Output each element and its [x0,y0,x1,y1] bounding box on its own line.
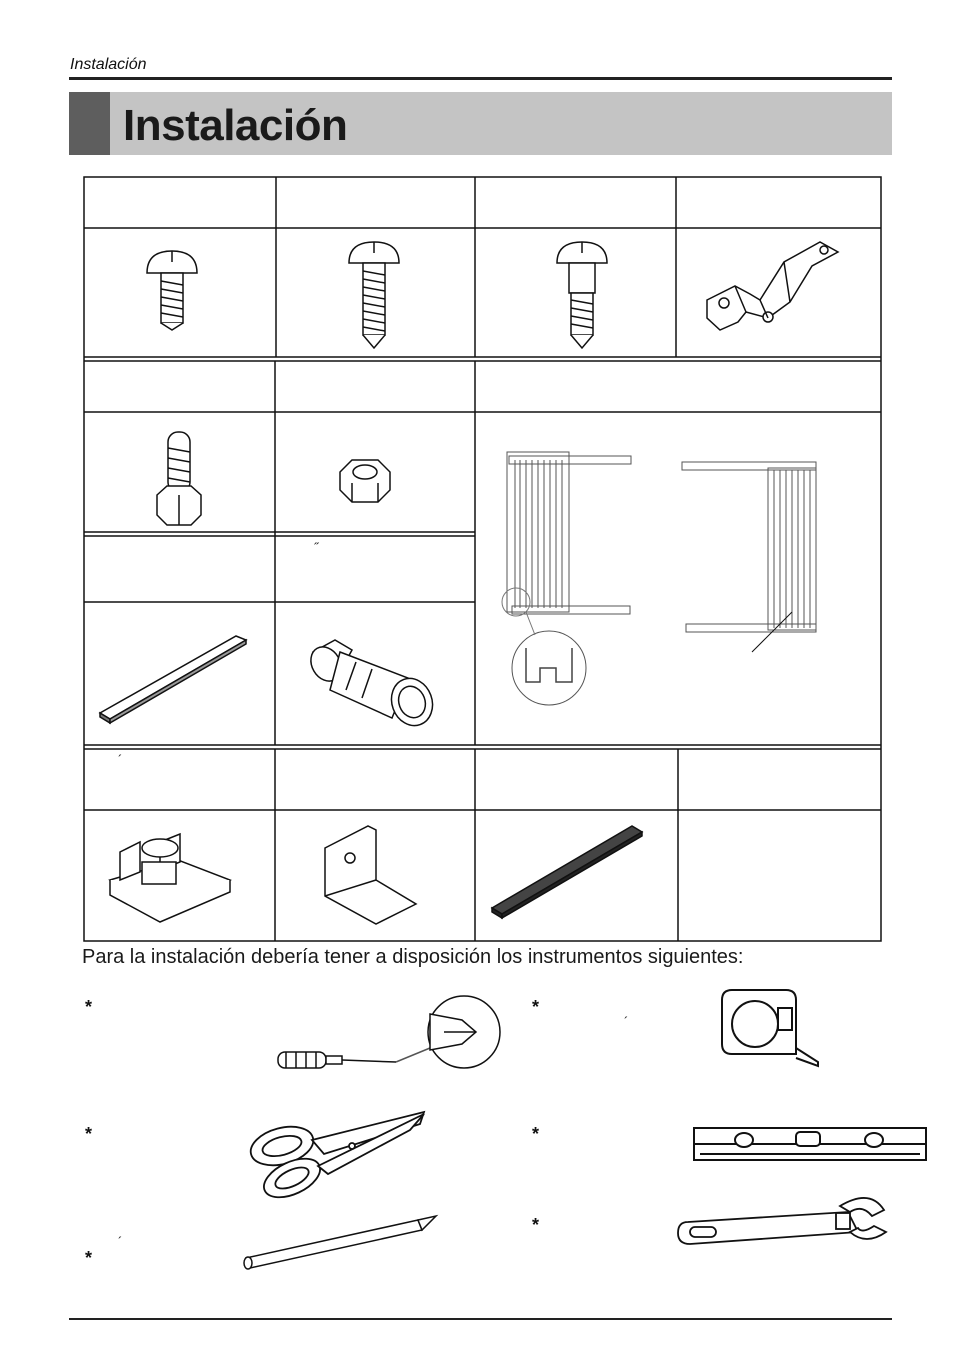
footer-rule [69,1318,892,1320]
page-title: Instalación [123,101,348,150]
bullet-star: * [532,1215,540,1235]
bullet-star: * [85,1124,93,1144]
bullet-star: * [85,997,93,1017]
level-icon [694,1128,926,1160]
scissors-icon [246,1112,424,1205]
running-header: Instalación [70,56,147,73]
wrench-icon [678,1198,886,1244]
tools-instruction: Para la instalación debería tener a disposición los instrumentos siguientes: [82,946,744,968]
accent-mark: ´ [624,1014,629,1029]
accent-mark: ˝ [314,540,319,555]
bullet-star: * [532,1124,540,1144]
bullet-star: * [85,1248,93,1268]
tape-measure-icon [722,990,818,1066]
accent-mark: ´ [118,1234,123,1249]
pencil-icon [244,1216,436,1269]
bullet-star: * [532,997,540,1017]
accent-mark: ´ [118,752,123,767]
screwdriver-icon [278,996,500,1068]
